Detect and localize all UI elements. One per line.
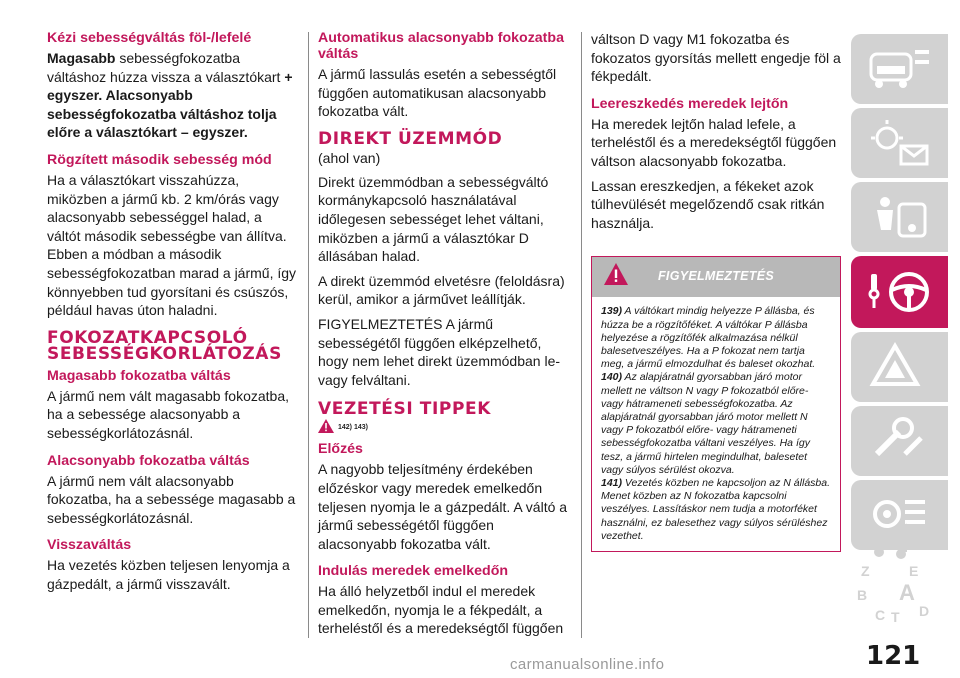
warning-box-header (592, 257, 840, 297)
paragraph-uphill-start: Ha álló helyzetből indul el meredek emelkedőn, nyomja le a fékpedált, a terheléstől és a meredekségtől függően (318, 583, 564, 637)
safety-icon (865, 190, 935, 244)
warning-text: Vezetés közben ne kapcsoljon az N állásba. Menet közben az N fokozatba kapcsolni veszélyes. Lassításkor nem tudja a motorféket használni, ez balesethez vagy súlyos sérüléshez vezethet. (601, 476, 831, 542)
warning-item (601, 477, 831, 543)
heading-second-gear: Rögzített második sebesség mód (47, 151, 272, 168)
paragraph-downhill-2: Lassan ereszkedjen, a fékeket azok túlhevülését megelőzendő csak ritkán használja. (591, 177, 825, 231)
paragraph-kickdown: Ha vezetés közben teljesen lenyomja a gázpedált, a jármű visszavált. (47, 557, 290, 592)
paragraph-direct-mode-1: Direkt üzemmódban a sebességváltó kormánykapcsoló használatával időlegesen sebességet lehet váltani, miközben a jármű a választókar D állásában halad. (318, 173, 549, 265)
warning-triangle-icon (318, 419, 334, 433)
heading-kickdown: Visszaváltás (47, 537, 132, 554)
bold-manual-rest: + egyszer. Alacsonyabb sebességfokozatba váltáshoz tolja előre a választókart – egyszer. (47, 68, 293, 141)
svg-text:Z: Z (861, 563, 870, 579)
column-1 (47, 30, 299, 599)
paragraph-manual-shift (47, 49, 299, 142)
car-dashboard-icon (865, 42, 935, 96)
paragraph-continued: váltson D vagy M1 fokozatba és fokozatos gyorsítás mellett engedje föl a fékpedált. (591, 31, 841, 85)
heading-overtaking: Előzés (318, 441, 363, 458)
column-divider-left (308, 32, 309, 638)
warning-refs: 142) 143) (338, 424, 368, 432)
tab-warning-lights[interactable] (851, 108, 948, 178)
paragraph-auto-downshift: A jármű lassulás esetén a sebességtől függően automatikusan alacsonyabb fokozatba vált. (318, 66, 557, 120)
watermark: carmanualsonline.info (510, 656, 665, 673)
warning-text: A váltókart mindig helyezze P állásba, és húzza be a rögzítőféket. A váltókar P állásba helyezése a rögzítőfék alkalmazása nélkül balesetveszélyes. Ha a P fokozat nem tartja meg, a jármű elmozdulhat és baleset okozhat. (601, 305, 816, 371)
tab-index[interactable] (851, 552, 948, 628)
text-manual-middle: sebességfokozatba váltáshoz húzza vissza a választókart (47, 50, 285, 85)
tab-emergency[interactable] (851, 332, 948, 402)
paragraph-downshift: A jármű nem vált alacsonyabb fokozatba, ha a sebessége magasabb a sebességkorlátozásnál. (47, 472, 296, 526)
tab-driving[interactable] (851, 256, 948, 328)
svg-text:E: E (909, 563, 919, 579)
warning-item (601, 305, 831, 371)
heading-downhill: Leereszkedés meredek lejtőn (591, 95, 789, 112)
heading-uphill-start: Indulás meredek emelkedőn (318, 563, 509, 580)
tab-dashboard[interactable] (851, 34, 948, 104)
tab-maintenance[interactable] (851, 406, 948, 476)
paragraph-direct-mode-2: A direkt üzemmód elvetésre (feloldásra) kerül, amikor a járművet leállítják. (318, 272, 565, 308)
column-3 (591, 30, 841, 552)
column-2 (318, 30, 572, 644)
heading-auto-downshift: Automatikus alacsonyabb fokozatba váltás (318, 30, 564, 62)
heading-speed-limit: FOKOZATKAPCSOLÓ SEBESSÉGKORLÁTOZÁS (47, 327, 282, 364)
paragraph-downhill-1: Ha meredek lejtőn halad lefele, a terheléstől és a meredekségtől függően váltson alacsonyabb fokozatba. (591, 115, 837, 169)
heading-upshift: Magasabb fokozatba váltás (47, 367, 231, 384)
paragraph-overtaking: A nagyobb teljesítmény érdekében előzéskor vagy meredek emelkedőn teljesen nyomja le a gázpedált. A váltó a jármű sebességétől függően alacsonyabb fokozatba vált. (318, 461, 568, 552)
warning-box-body (592, 297, 840, 551)
paragraph-direct-mode-3: FIGYELMEZTETÉS A jármű sebességétől függően elképzelhető, hogy nem lehet direkt üzemmódban le-vagy felváltani. (318, 315, 561, 388)
warning-text: Az alapjáratnál gyorsabban járó motor mellett ne váltson N vagy P fokozatból előre- vagy hátrameneti sebességfokozatba. Az alapjáratnál gyorsabban járó motor mellett N vagy P fokozatból előre- vagy hátrameneti sebességfokozatba váltani veszélyes. Ha így tesz, a jármű hirtelen megindulhat, balesetet vagy súlyos sérülést okozva. (601, 371, 810, 476)
page-number: 121 (866, 641, 921, 671)
warning-lights-icon (865, 116, 935, 170)
svg-text:A: A (899, 580, 915, 605)
warning-item (601, 371, 831, 477)
warning-number: 141) (601, 476, 623, 489)
svg-text:C: C (875, 607, 886, 623)
paragraph-second-gear: Ha a választókart visszahúzza, miközben a jármű kb. 2 km/órás vagy alacsonyabb sebességgel halad, a váltót második sebességbe van állítva. Ebben a módban a második sebességfokozatban marad a jármű, így könnyebben tud gyorsítani és csúszós, például havas úton haladni. (47, 171, 297, 319)
svg-text:B: B (857, 587, 868, 603)
paragraph-upshift: A jármű nem vált magasabb fokozatba, ha a sebessége alacsonyabb a sebességkorlátozásnál. (47, 387, 290, 441)
warning-number: 139) (601, 305, 623, 318)
warning-number: 140) (601, 371, 623, 384)
bold-higher: Magasabb (47, 50, 116, 66)
index-icon (857, 556, 941, 630)
svg-text:D: D (919, 603, 930, 619)
heading-direct-mode: DIREKT ÜZEMMÓD (318, 128, 503, 149)
column-divider-right (581, 32, 582, 638)
tab-safety[interactable] (851, 182, 948, 252)
warning-reference (318, 419, 572, 433)
emergency-triangle-icon (865, 340, 935, 394)
maintenance-icon (865, 414, 935, 468)
text-direct-mode-availability: (ahol van) (318, 149, 381, 166)
warning-box-title: FIGYELMEZTETÉS (657, 269, 774, 284)
warning-box (591, 256, 841, 552)
heading-downshift: Alacsonyabb fokozatba váltás (47, 452, 250, 469)
heading-driving-tips: VEZETÉSI TIPPEK (318, 399, 492, 420)
heading-manual-shift: Kézi sebességváltás föl-/lefelé (47, 30, 252, 46)
steering-wheel-icon (865, 264, 935, 320)
svg-text:T: T (891, 609, 900, 625)
